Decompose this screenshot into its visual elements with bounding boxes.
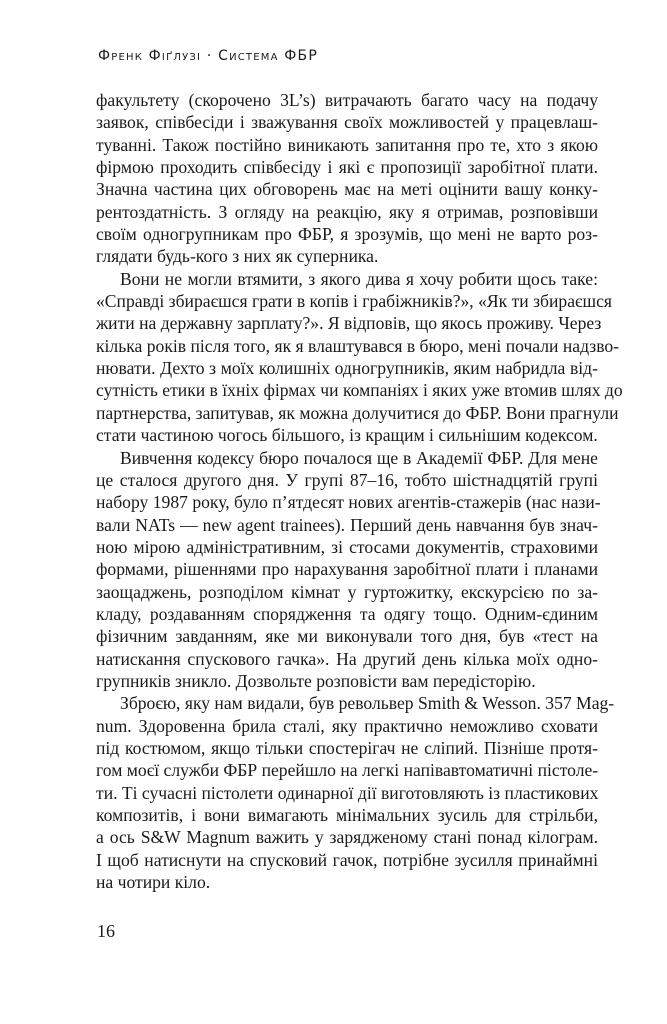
text-line: вали NATs — new agent trainees). Перший день навчання був знач- (96, 514, 598, 535)
text-line: факультету (скорочено 3L’s) витрачають багато часу на подачу (96, 90, 598, 110)
text-line: Зброєю, яку нам видали, був револьвер Smith & Wesson. 357 Mag- (120, 693, 615, 714)
text-line: Значна частина цих обговорень має на меті оцінити вашу конку- (96, 179, 598, 200)
text-line: рентоздатність. З огляду на реакцію, яку я отримав, розповівши (96, 201, 598, 222)
text-line: Вони не могли втямити, з якого дива я хочу робити щось таке: (120, 268, 598, 289)
text-line: своїм одногрупникам про ФБР, я зрозумів, що мені не варто роз- (96, 224, 598, 245)
text-line: num. Здоровенна брила сталі, яку практично неможливо сховати (96, 715, 598, 736)
text-line: гом моєї служби ФБР перейшло на легкі напівавтоматичні пістоле- (96, 760, 599, 781)
paragraph (96, 692, 615, 893)
text-line: кілька років після того, як я влаштувався в бюро, мені почали надзво- (96, 335, 620, 356)
text-line: жити на державну зарплату?». Я відповів, що якось проживу. Через (96, 313, 602, 334)
text-line: заявок, співбесіди і зважування своїх можливостей у працевлаш- (96, 112, 598, 133)
text-line: кладу, роздаванням спорядження та одягу тощо. Одним-єдиним (96, 603, 598, 624)
text-line: глядати будь-кого з них як суперника. (96, 246, 379, 267)
text-line: це сталося другого дня. У групі 87–16, тобто шістнадцятій групі (96, 469, 598, 490)
text-line: ти. Ті сучасні пістолети одинарної дії виготовляють із пластикових (96, 782, 599, 803)
text-line: туванні. Також постійно виникають запитання про те, хто з якою (96, 134, 598, 155)
text-line: сутність етики в їхніх фірмах чи компаніях і яких уже втомив шлях до (96, 380, 623, 401)
text-line: ною мірою адміністративним, зі стосами документів, страховими (96, 536, 598, 557)
text-line: на чотири кіло. (96, 872, 211, 893)
text-line: заощаджень, розподілом кімнат у гуртожитку, екскурсією по за- (96, 581, 598, 602)
text-line: партнерства, запитував, як можна долучитися до ФБР. Вони прагнули (96, 402, 619, 423)
text-line: стати частиною чогось більшого, із кращим і сильнішим кодексом. (96, 425, 598, 446)
text-line: фізичним завданням, яке ми виконували того дня, був «тест на (96, 626, 598, 647)
text-line: фірмою проходить співбесіду і які є пропозиції заробітної плати. (96, 157, 598, 178)
running-header-text: Френк Фіґлузі · Система ФБР (98, 48, 318, 64)
page-number: 16 (97, 921, 115, 941)
paragraph (96, 268, 623, 447)
body-text (96, 89, 623, 893)
text-line: а ось S&W Magnum важить у зарядженому стані понад кілограм. (96, 827, 598, 848)
text-line: групників зникло. Дозвольте розповісти вам передісторію. (96, 670, 536, 691)
text-line: Вивчення кодексу бюро почалося ще в Академії ФБР. Для мене (120, 447, 598, 468)
text-line: набору 1987 року, було п’ятдесят нових агентів-стажерів (нас нази- (96, 492, 601, 513)
paragraph (96, 89, 598, 268)
text-line: під костюмом, якщо тільки спостерігач не сліпий. Пізніше протя- (96, 737, 598, 758)
paragraph (96, 447, 601, 693)
running-header (98, 48, 318, 64)
text-line: І щоб натиснути на спусковий гачок, потрібне зусилля принаймні (96, 849, 598, 870)
text-line: нювати. Дехто з моїх колишніх одногрупників, яким набридла від- (96, 358, 598, 379)
text-line: композитів, і вони вимагають мінімальних зусиль для стрільби, (96, 805, 598, 825)
text-line: натискання спускового гачка». На другий день кілька моїх одно- (96, 648, 598, 669)
text-line: формами, рішеннями про нарахування заробітної плати і планами (96, 559, 598, 580)
text-line: «Справді збираєшся грати в копів і грабіжників?», «Як ти збираєшся (96, 291, 612, 312)
